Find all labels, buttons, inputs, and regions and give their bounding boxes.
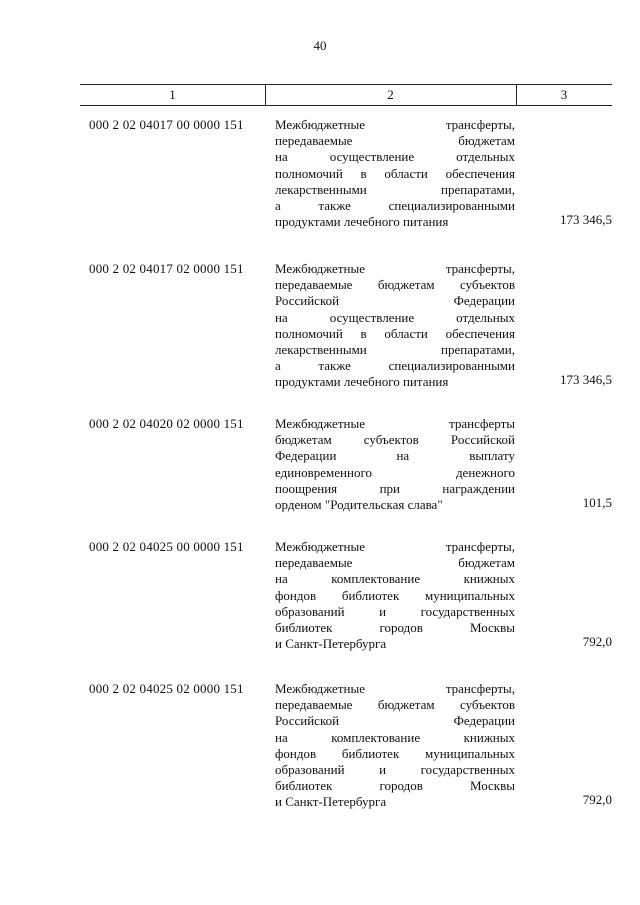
description-line: продуктами лечебного питания	[275, 214, 449, 230]
description-line: Межбюджетные трансферты,	[275, 117, 515, 132]
description-line: Межбюджетные трансферты,	[275, 261, 515, 276]
description-line: полномочий в области обеспечения	[275, 165, 515, 181]
description-line: поощрения при награждении	[275, 480, 515, 496]
amount: 173 346,5	[560, 212, 612, 228]
description	[275, 117, 515, 230]
description	[275, 539, 515, 652]
description-line: и Санкт-Петербурга	[275, 636, 387, 652]
budget-code: 000 2 02 04017 00 0000 151	[89, 117, 244, 132]
description	[275, 681, 515, 811]
description-line: фондов библиотек муниципальных	[275, 745, 515, 761]
description-line: передаваемые бюджетам	[275, 555, 515, 571]
description-line: орденом "Родительская слава"	[275, 497, 443, 513]
page-number: 40	[313, 38, 327, 53]
table-header	[80, 84, 612, 106]
budget-code: 000 2 02 04017 02 0000 151	[89, 261, 244, 276]
description-line: передаваемые бюджетам	[275, 133, 515, 149]
description-line: Российской Федерации	[275, 713, 515, 729]
description-line: полномочий в области обеспечения	[275, 325, 515, 341]
description-line: на осуществление отдельных	[275, 309, 515, 325]
amount: 101,5	[582, 495, 612, 510]
description-line: Межбюджетные трансферты,	[275, 681, 515, 696]
budget-code: 000 2 02 04025 02 0000 151	[89, 681, 244, 696]
description-line: передаваемые бюджетам субъектов	[275, 277, 515, 293]
amount: 173 346,5	[560, 372, 612, 388]
description-line: лекарственными препаратами,	[275, 181, 515, 197]
description-line: образований и государственных	[275, 603, 515, 619]
description-line: а также специализированными	[275, 198, 515, 214]
description-line: бюджетам субъектов Российской	[275, 432, 515, 448]
amount: 792,0	[582, 634, 612, 650]
header-col-2: 2	[387, 87, 394, 102]
description-line: лекарственными препаратами,	[275, 342, 515, 358]
budget-code: 000 2 02 04020 02 0000 151	[89, 416, 244, 431]
description-line: передаваемые бюджетам субъектов	[275, 697, 515, 713]
description	[275, 261, 515, 391]
header-col-1: 1	[169, 87, 176, 102]
description-line: библиотек городов Москвы	[275, 778, 515, 794]
description-line: Межбюджетные трансферты,	[275, 539, 515, 554]
header-col-3: 3	[560, 87, 568, 102]
description-line: Межбюджетные трансферты	[275, 416, 515, 431]
description-line: Федерации на выплату	[275, 448, 515, 464]
description-line: на комплектование книжных	[275, 571, 515, 587]
description-line: образований и государственных	[275, 762, 515, 778]
description-line: единовременного денежного	[275, 464, 515, 480]
description-line: фондов библиотек муниципальных	[275, 587, 515, 603]
description	[275, 416, 515, 513]
description-line: Российской Федерации	[275, 293, 515, 309]
description-line: продуктами лечебного питания	[275, 374, 449, 390]
description-line: а также специализированными	[275, 358, 515, 374]
description-line: библиотек городов Москвы	[275, 620, 515, 636]
description-line: и Санкт-Петербурга	[275, 794, 387, 810]
amount: 792,0	[582, 792, 612, 808]
description-line: на комплектование книжных	[275, 729, 515, 745]
budget-code: 000 2 02 04025 00 0000 151	[89, 539, 244, 554]
description-line: на осуществление отдельных	[275, 149, 515, 165]
